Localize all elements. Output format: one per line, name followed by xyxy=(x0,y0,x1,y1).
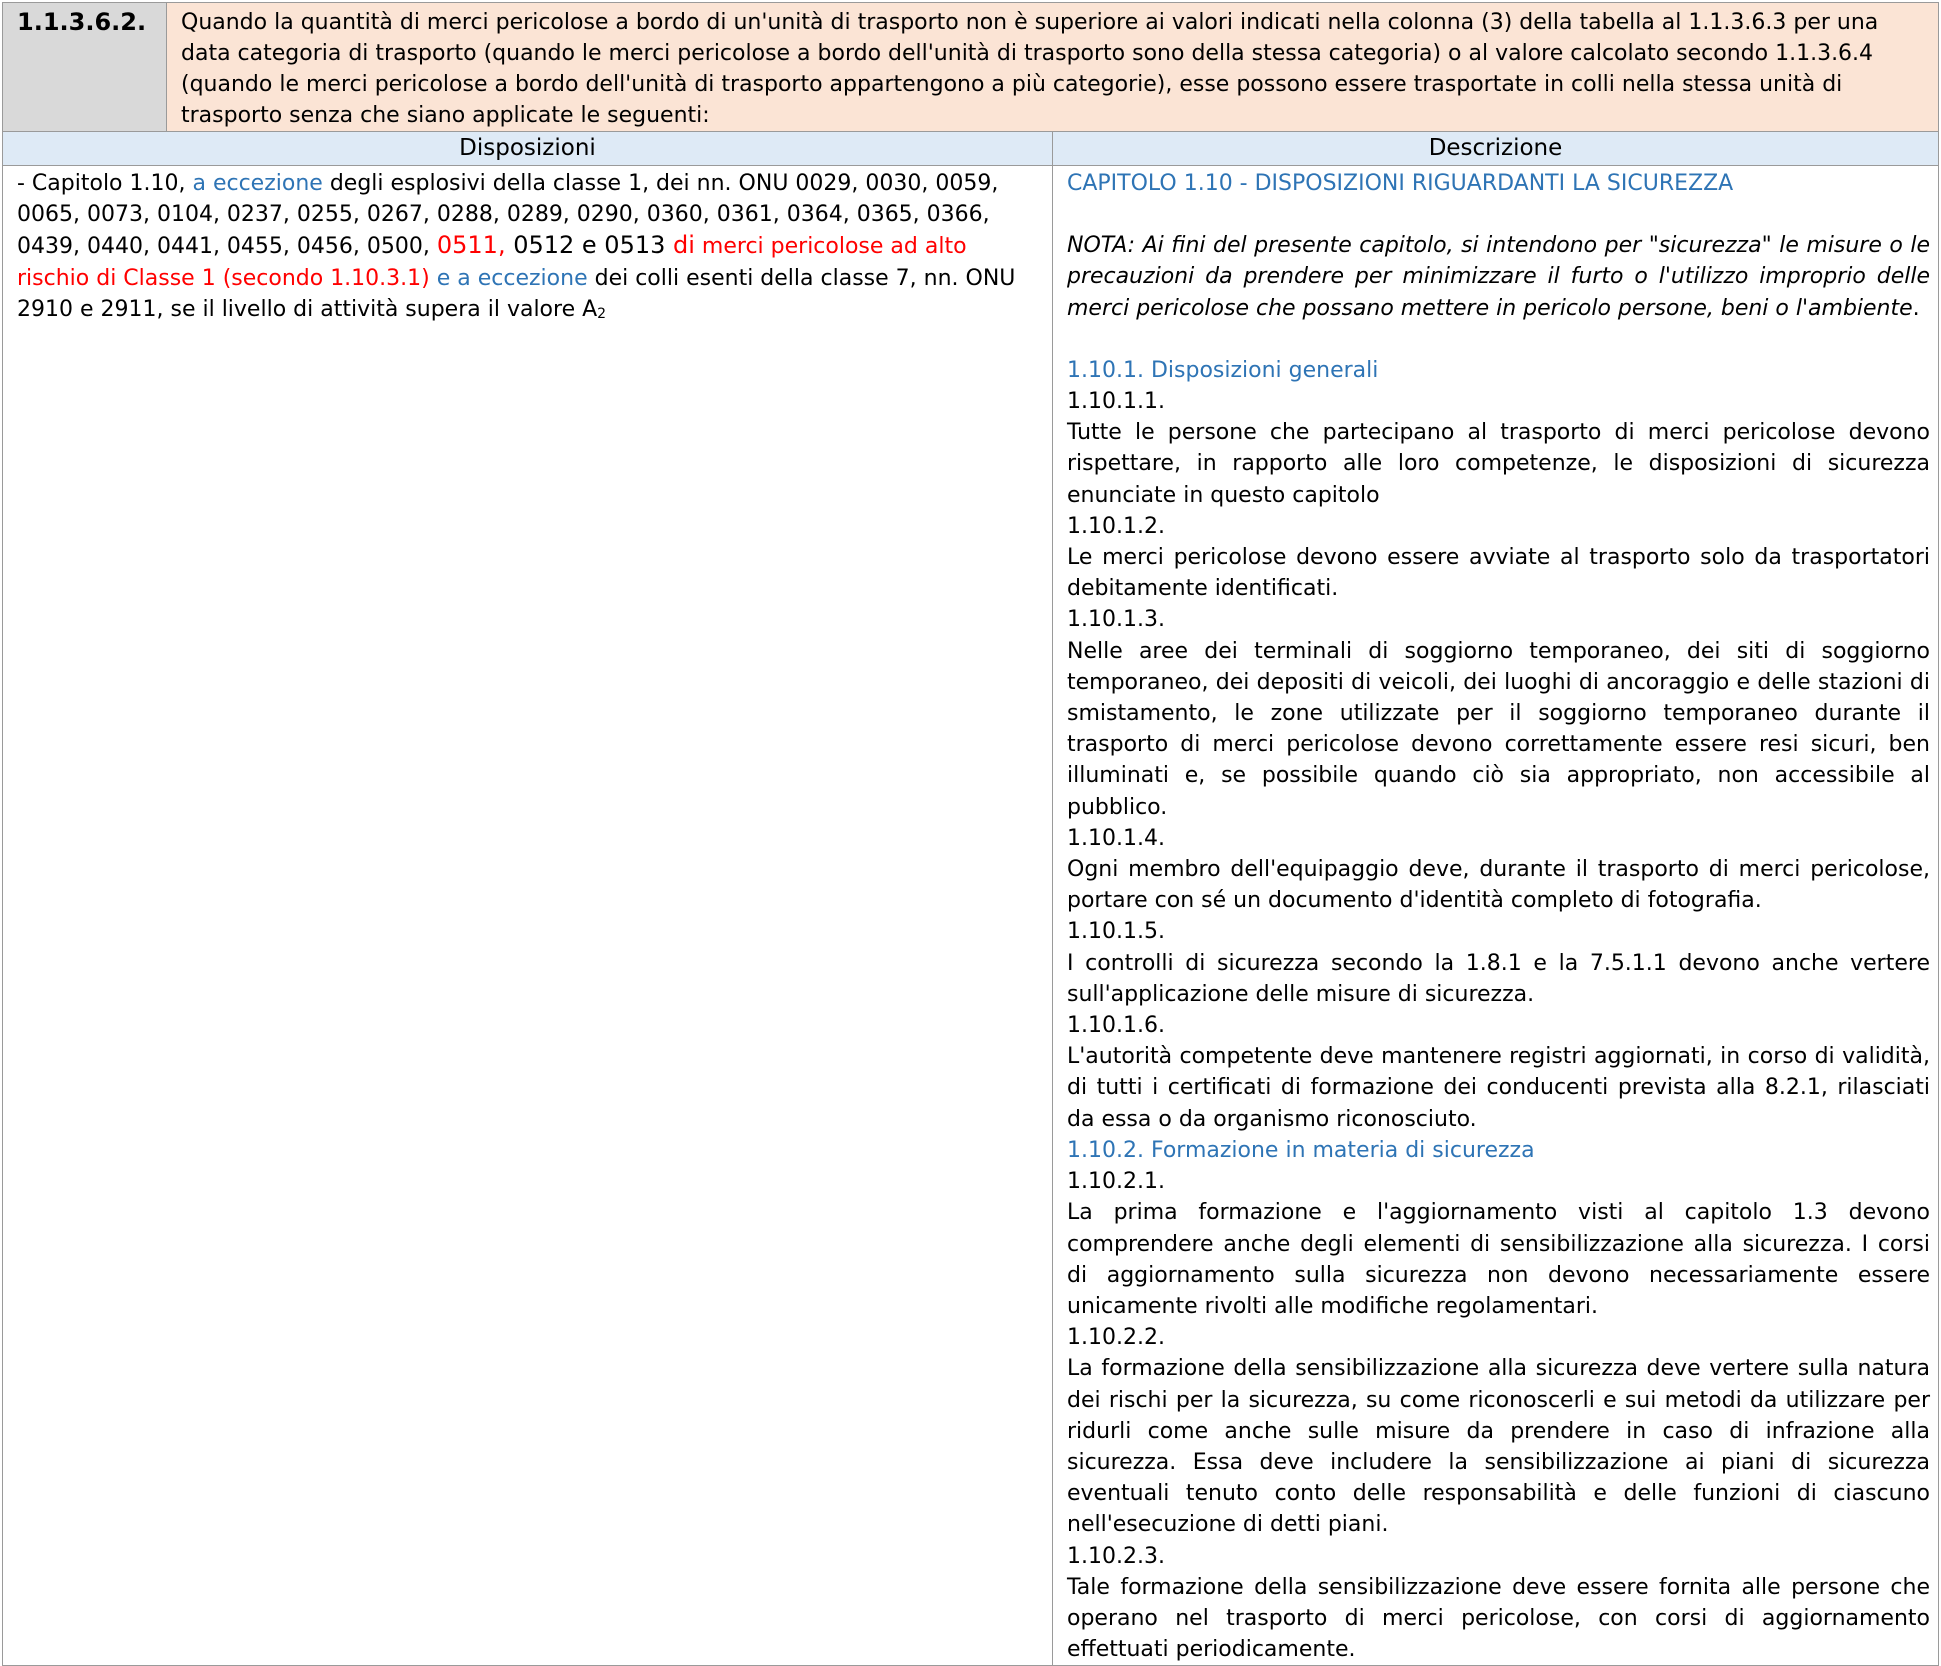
paragraph-number: 1.10.2.3. xyxy=(1067,1543,1165,1569)
nota-end: . xyxy=(1912,295,1920,321)
paragraph-number: 1.10.1.6. xyxy=(1067,1013,1165,1039)
section-intro: Quando la quantità di merci pericolose a bordo di un'unità di trasporto non è superiore ai valori indicati nella colonna (3) della tabella al 1.1.3.6.3 per una data categoria di trasporto (quando le merci pericolose a bordo dell'unità di trasporto sono della stessa categoria) o al valore calcolato secondo 1.1.3.6.4 (quando le merci pericolose a bordo dell'unità di trasporto appartengono a più categorie), esse possono essere trasportate in colli nella stessa unità di trasporto senza che siano applicate le seguenti: xyxy=(167,3,1939,132)
paragraph-number: 1.10.1.2. xyxy=(1067,513,1165,539)
section-header-row xyxy=(3,3,1939,132)
disposizioni-text: 0512 e 0513 xyxy=(505,231,674,260)
content-row xyxy=(3,166,1939,1666)
high-risk-note: merci pericolose ad alto rischio di Classe 1 (secondo 1.10.3.1) xyxy=(17,234,967,291)
paragraph-text: Le merci pericolose devono essere avviate al trasporto solo da trasportatori debitamente identificati. xyxy=(1067,545,1930,602)
paragraph-number: 1.10.1.1. xyxy=(1067,389,1165,415)
nota-text: NOTA: Ai fini del presente capitolo, si intendono per "sicurezza" le misure o le precauzioni da prendere per minimizzare il furto o l'utilizzo improprio delle merci pericolose che possano mettere in pericolo persone, beni o l'ambiente xyxy=(1067,233,1930,321)
disposizioni-text: degli esplosivi della classe 1, dei nn. ONU 0029, 0030, 0059, 0065, 0073, 0104, 0237, 0255, 0267, 0288, 0289, 0290, 0360, 0361, 0364, 0365, 0366, 0439, 0440, 0441, 0455, 0456, 0500, xyxy=(17,171,999,260)
paragraph-number: 1.10.1.3. xyxy=(1067,607,1165,633)
section-title-1-10-1: 1.10.1. Disposizioni generali xyxy=(1067,357,1379,383)
paragraph-text: Tutte le persone che partecipano al trasporto di merci pericolose devono rispettare, in rapporto alle loro competenze, le disposizioni di sicurezza enunciate in questo capitolo xyxy=(1067,420,1930,508)
paragraph-text: Ogni membro dell'equipaggio deve, durante il trasporto di merci pericolose, portare con sé un documento d'identità completo di fotografia. xyxy=(1067,857,1930,914)
regulation-table xyxy=(2,2,1939,1666)
paragraph-text: Tale formazione della sensibilizzazione deve essere fornita alle persone che operano nel trasporto di merci pericolose, con corsi di aggiornamento effettuati periodicamente. xyxy=(1067,1574,1930,1663)
subscript-2: 2 xyxy=(597,305,607,322)
paragraph-text: La formazione della sensibilizzazione alla sicurezza deve vertere sulla natura dei rischi per la sicurezza, su come riconoscerli e sui metodi da utilizzare per ridurli come anche sulle misure da prendere in caso di infrazione alla sicurezza. Essa deve includere la sensibilizzazione ai piani di sicurezza eventuali tenuto conto delle responsabilità e delle funzioni di ciascuno nell'esecuzione di detti piani. xyxy=(1067,1356,1930,1538)
descrizione-cell xyxy=(1053,166,1939,1666)
column-header-disposizioni: Disposizioni xyxy=(3,132,1053,166)
paragraph-text: L'autorità competente deve mantenere registri aggiornati, in corso di validità, di tutti i certificati di formazione dei conducenti prevista alla 8.2.1, rilasciati da essa o da organismo riconosciuto. xyxy=(1067,1044,1930,1132)
paragraph-number: 1.10.2.2. xyxy=(1067,1325,1165,1351)
disposizioni-text: dei colli esenti della classe 7, nn. ONU 2910 e 2911, se il livello di attività supera il valore A xyxy=(17,265,1016,322)
disposizioni-text: - Capitolo 1.10, xyxy=(17,171,193,196)
paragraph-number: 1.10.1.4. xyxy=(1067,825,1165,851)
un-number-highlight: 0511, xyxy=(436,231,506,260)
disposizioni-cell xyxy=(3,166,1053,1666)
paragraph-text: Nelle aree dei terminali di soggiorno temporaneo, dei siti di soggiorno temporaneo, dei depositi di veicoli, dei luoghi di ancoraggio e delle stazioni di smistamento, le zone utilizzate per il soggiorno temporaneo durante il trasporto di merci pericolose devono correttamente essere resi sicuri, ben illuminati e, se possibile quando ciò sia appropriato, non accessibile al pubblico. xyxy=(1067,638,1930,820)
section-title-1-10-2: 1.10.2. Formazione in materia di sicurezza xyxy=(1067,1137,1535,1163)
column-header-descrizione: Descrizione xyxy=(1053,132,1939,166)
chapter-title: CAPITOLO 1.10 - DISPOSIZIONI RIGUARDANTI LA SICUREZZA xyxy=(1067,171,1734,196)
paragraph-text: La prima formazione e l'aggiornamento visti al capitolo 1.3 devono comprendere anche degli elementi di sensibilizzazione alla sicurezza. I corsi di aggiornamento sulla sicurezza non devono necessariamente essere unicamente rivolti alle modifiche regolamentari. xyxy=(1067,1200,1930,1319)
eccezione-link-2: e a eccezione xyxy=(429,265,588,291)
paragraph-number: 1.10.2.1. xyxy=(1067,1169,1165,1195)
disposizioni-highlight: di xyxy=(673,231,695,260)
paragraph-text: I controlli di sicurezza secondo la 1.8.1 e la 7.5.1.1 devono anche vertere sull'applicazione delle misure di sicurezza. xyxy=(1067,950,1930,1007)
section-code: 1.1.3.6.2. xyxy=(3,3,167,132)
column-header-row xyxy=(3,132,1939,166)
paragraph-number: 1.10.1.5. xyxy=(1067,919,1165,945)
eccezione-link-1: a eccezione xyxy=(192,171,323,196)
